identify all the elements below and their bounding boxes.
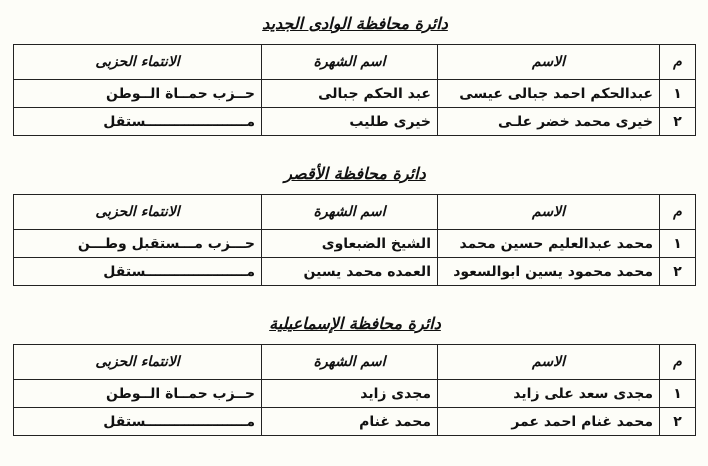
header-num: م <box>660 345 696 380</box>
table-header-row <box>14 195 696 230</box>
section-ismailia <box>14 314 696 436</box>
candidates-table <box>13 194 696 286</box>
candidates-table <box>13 44 696 136</box>
cell-fame: خيرى طليب <box>262 108 438 136</box>
section-luxor <box>14 164 696 286</box>
section-title: دائرة محافظة الأقصر <box>284 164 426 183</box>
table-row <box>14 230 696 258</box>
cell-num: ٢ <box>660 408 696 436</box>
table-row <box>14 408 696 436</box>
header-name: الاسم <box>438 345 660 380</box>
table-row <box>14 380 696 408</box>
header-name: الاسم <box>438 195 660 230</box>
cell-name: محمد محمود يسين ابوالسعود <box>438 258 660 286</box>
table-row <box>14 80 696 108</box>
header-fame: اسم الشهرة <box>262 345 438 380</box>
table-row <box>14 108 696 136</box>
cell-party: حــزب حمــاة الــوطن <box>14 80 262 108</box>
table-row <box>14 258 696 286</box>
cell-party: حـــزب مـــستقبل وطـــن <box>14 230 262 258</box>
cell-party: مـــــــــــــــــــــستقل <box>14 108 262 136</box>
section-title: دائرة محافظة الإسماعيلية <box>269 314 441 333</box>
section-new-valley <box>14 14 696 136</box>
cell-num: ١ <box>660 380 696 408</box>
cell-num: ٢ <box>660 258 696 286</box>
cell-name: محمد غنام احمد عمر <box>438 408 660 436</box>
cell-name: مجدى سعد على زايد <box>438 380 660 408</box>
header-num: م <box>660 195 696 230</box>
section-title: دائرة محافظة الوادى الجديد <box>262 14 448 33</box>
candidates-table <box>13 344 696 436</box>
cell-fame: محمد غنام <box>262 408 438 436</box>
header-party: الانتماء الحزبى <box>14 45 262 80</box>
cell-name: محمد عبدالعليم حسين محمد <box>438 230 660 258</box>
header-fame: اسم الشهرة <box>262 45 438 80</box>
header-num: م <box>660 45 696 80</box>
cell-num: ١ <box>660 80 696 108</box>
cell-fame: العمده محمد يسين <box>262 258 438 286</box>
header-name: الاسم <box>438 45 660 80</box>
header-fame: اسم الشهرة <box>262 195 438 230</box>
cell-num: ٢ <box>660 108 696 136</box>
cell-name: خيرى محمد خضر علـى <box>438 108 660 136</box>
cell-name: عبدالحكم احمد جبالى عيسى <box>438 80 660 108</box>
cell-party: مـــــــــــــــــــــستقل <box>14 258 262 286</box>
header-party: الانتماء الحزبى <box>14 195 262 230</box>
cell-fame: مجدى زايد <box>262 380 438 408</box>
cell-fame: عبد الحكم جبالى <box>262 80 438 108</box>
table-header-row <box>14 345 696 380</box>
cell-fame: الشيخ الضبعاوى <box>262 230 438 258</box>
cell-num: ١ <box>660 230 696 258</box>
header-party: الانتماء الحزبى <box>14 345 262 380</box>
table-header-row <box>14 45 696 80</box>
cell-party: مـــــــــــــــــــــستقل <box>14 408 262 436</box>
cell-party: حــزب حمــاة الــوطن <box>14 380 262 408</box>
